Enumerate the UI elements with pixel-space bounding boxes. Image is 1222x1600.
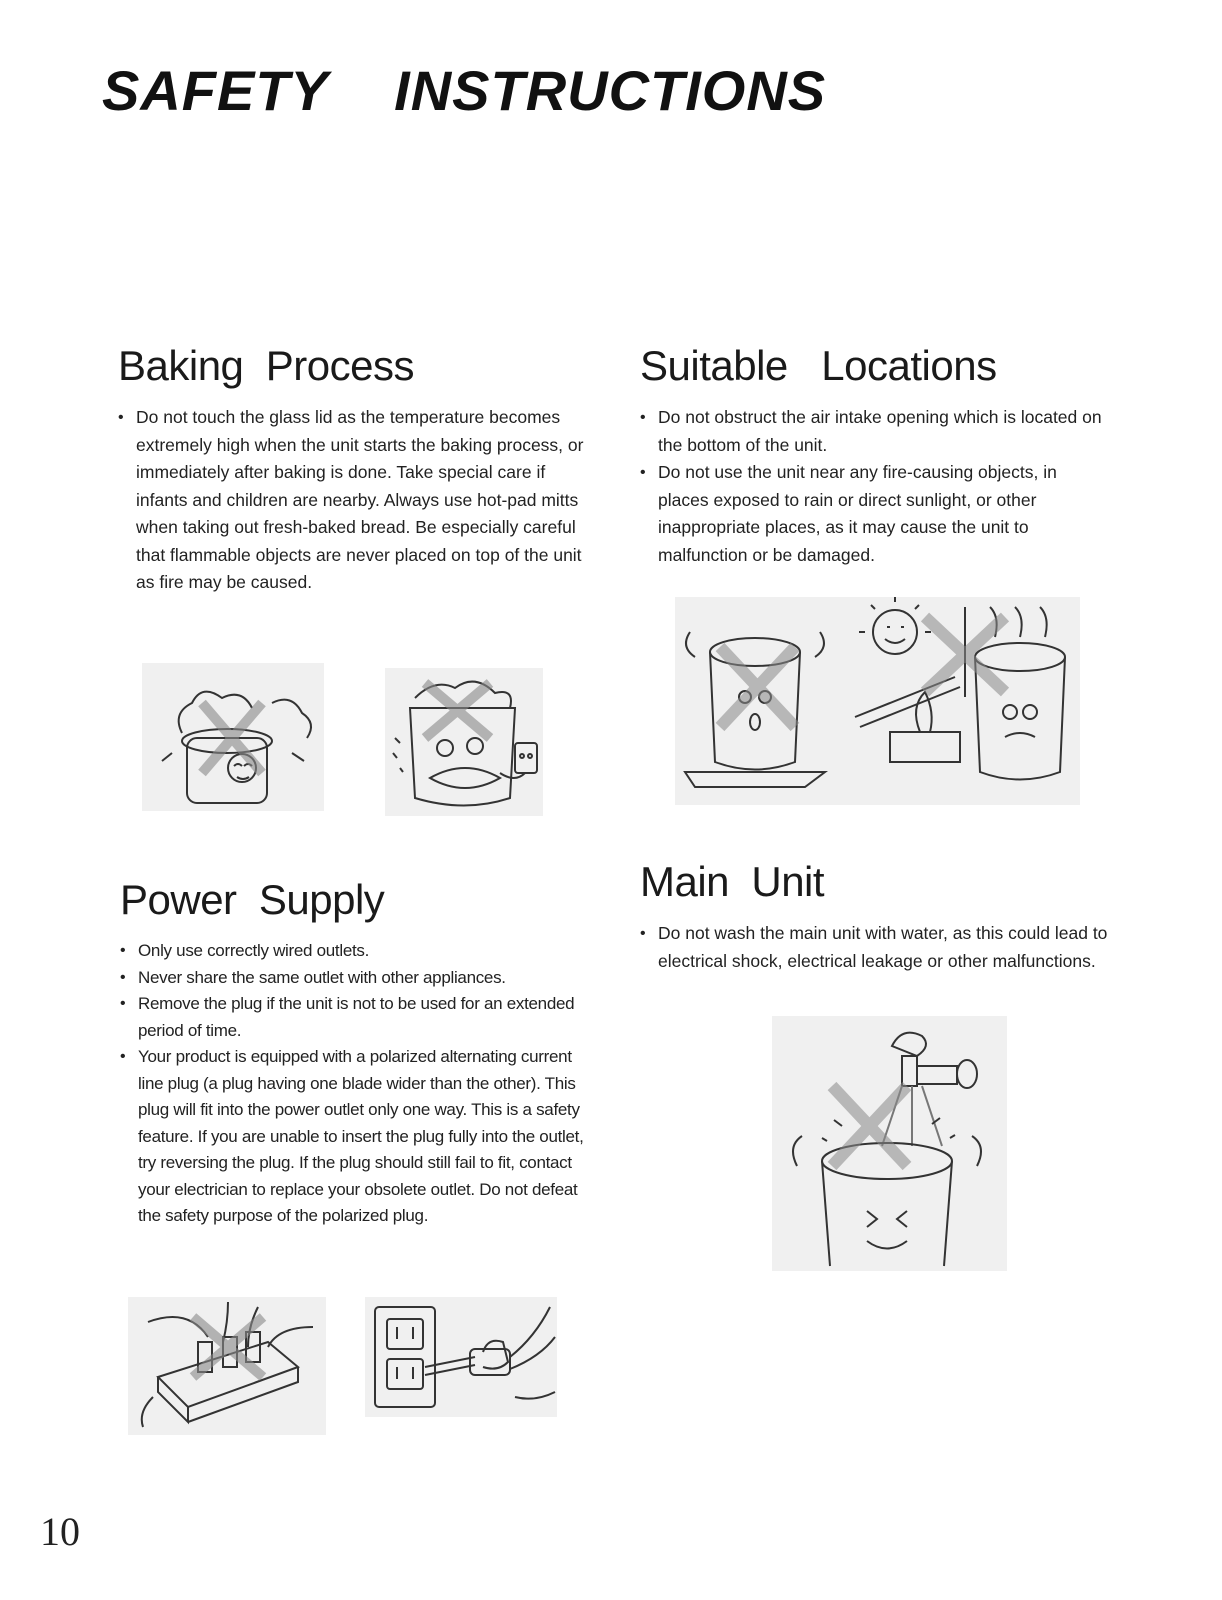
locations-bullet-1: • Do not obstruct the air intake opening which is located on the bottom of the unit. xyxy=(640,404,1110,459)
page-title: SAFETY INSTRUCTIONS xyxy=(102,59,827,122)
hot-lid-warning-illustration xyxy=(142,663,324,811)
suitable-locations-heading: Suitable Locations xyxy=(640,342,997,389)
baking-process-heading: Baking Process xyxy=(118,342,414,389)
power-supply-list xyxy=(120,938,590,1230)
power-bullet-3: • Remove the plug if the unit is not to be used for an extended period of time. xyxy=(120,991,590,1044)
page-number: 10 xyxy=(40,1509,80,1554)
baking-process-list xyxy=(118,404,588,597)
do-not-wash-illustration xyxy=(772,1016,1007,1271)
main-unit-list xyxy=(640,920,1120,975)
suitable-locations-list xyxy=(640,404,1110,569)
baking-process-section xyxy=(118,342,588,597)
power-supply-heading: Power Supply xyxy=(120,876,385,923)
cross-mark-icon xyxy=(425,683,490,738)
power-supply-section xyxy=(120,876,590,1230)
baking-bullet-1: • Do not touch the glass lid as the temperature becomes extremely high when the unit starts the baking process, or immediately after baking is done. Take special care if infants and children are nearby. Always use hot-pad mitts when taking out fresh-baked bread. Be especially careful that flammable objects are never placed on top of the unit as fire may be caused. xyxy=(118,404,588,597)
flammable-objects-warning-illustration xyxy=(385,668,543,816)
suitable-locations-section xyxy=(640,342,1110,569)
power-bullet-4: • Your product is equipped with a polarized alternating current line plug (a plug having one blade wider than the other). This plug will fit into the power outlet only one way. This is a safety feature. If you are unable to insert the plug fully into the outlet, try reversing the plug. If the plug should still fail to fit, contact your electrician to replace your obsolete outlet. Do not defeat the safety purpose of the polarized plug. xyxy=(120,1044,590,1230)
mainunit-bullet-1: • Do not wash the main unit with water, as this could lead to electrical shock, electrical leakage or other malfunctions. xyxy=(640,920,1120,975)
cross-mark-icon xyxy=(832,1086,907,1166)
power-bullet-2: • Never share the same outlet with other appliances. xyxy=(120,965,590,992)
main-unit-section xyxy=(640,858,1120,975)
locations-bullet-2: • Do not use the unit near any fire-causing objects, in places exposed to rain or direct sunlight, or other inappropriate places, as it may cause the unit to malfunction or be damaged. xyxy=(640,459,1110,569)
power-bullet-1: • Only use correctly wired outlets. xyxy=(120,938,590,965)
remove-plug-illustration xyxy=(365,1297,557,1417)
main-unit-heading: Main Unit xyxy=(640,858,825,905)
unsuitable-locations-illustration xyxy=(675,597,1080,805)
cross-mark-icon xyxy=(720,617,1005,727)
shared-outlet-warning-illustration xyxy=(128,1297,326,1435)
